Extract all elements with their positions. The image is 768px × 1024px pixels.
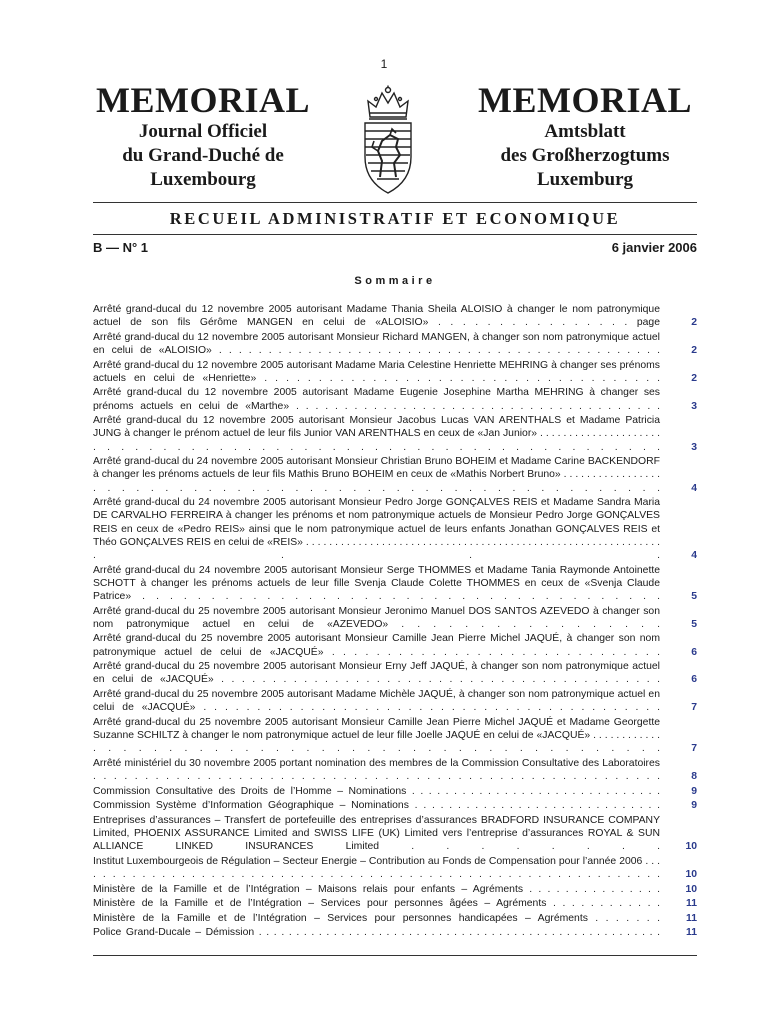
toc-entry[interactable] xyxy=(93,564,697,604)
bottom-divider xyxy=(93,955,697,956)
toc-entry-text: Commission Consultative des Droits de l’Homme – Nominations . . . . . . . . . . . . . . . . . . . . . . . . . . . . . . xyxy=(93,785,660,797)
toc-entry-text: Arrêté grand-ducal du 12 novembre 2005 autorisant Madame Maria Celestine Henriette MEHRING à changer ses prénoms actuels en celui de «Henriette» . . . . . . . . . . . . . . . . . . . . . . . . . . . . . . . . . . . . . xyxy=(93,359,660,384)
toc-entry-text: Arrêté grand-ducal du 12 novembre 2005 autorisant Monsieur Jacobus Lucas VAN ARENTHALS et Madame Patricia JUNG à changer le prénom actuel de leur fils Junior VAN ARENTHALS en ceux de «Jan Junior» . . . . . . . . . . . . . . . . . . . . . . . . . . . . . . . . . . . . . . . . . . . . . . . . . . . . . . . . . . . . . . xyxy=(93,415,660,453)
page-number: 1 xyxy=(380,57,388,71)
toc-entry[interactable] xyxy=(93,897,697,910)
toc-entry[interactable] xyxy=(93,632,697,658)
issue-date: 6 janvier 2006 xyxy=(611,240,697,255)
toc-entry-text: Institut Luxembourgeois de Régulation – Secteur Energie – Contribution au Fonds de Compensation pour l’année 2006 . . . . . . . . . . . . . . . . . . . . . . . . . . . . . . . . . . . . . . . . . . . . . . . . . . . . . . . . . . . . . xyxy=(93,855,660,880)
masthead-right xyxy=(470,80,700,192)
toc-entry[interactable] xyxy=(93,757,697,783)
toc-entry-text: Arrêté ministériel du 30 novembre 2005 portant nomination des membres de la Commission Consultative des Laboratoires . . . . . . . . . . . . . . . . . . . . . . . . . . . . . . . . . . . . . . . . . . . . . . . . . . . . . . . xyxy=(93,757,660,782)
toc-entry-page-link[interactable]: 2 xyxy=(691,345,697,356)
toc-entry-page-link[interactable]: 2 xyxy=(691,372,697,384)
toc-entry-text: Police Grand-Ducale – Démission . . . . . . . . . . . . . . . . . . . . . . . . . . . . . . . . . . . . . . . . . . . . . . . . . . . . . . xyxy=(93,927,660,939)
toc-entry-text: Arrêté grand-ducal du 25 novembre 2005 autorisant Monsieur Jeronimo Manuel DOS SANTOS AZEVEDO à changer son nom patronymique actuel en celui de «AZEVEDO» . . . . . . . . . . . . . . . . . xyxy=(93,605,660,630)
toc-entry[interactable] xyxy=(93,496,697,562)
toc-entry-text: Arrêté grand-ducal du 24 novembre 2005 autorisant Monsieur Pedro Jorge GONÇALVES REIS et Madame Sandra Maria DE CARVALHO FERREIRA à changer les prénoms et nom patronymique actuels de Monsieur Pedro Jorge GONÇALVES REIS en ceux de «Pedro REIS» ainsi que le nom patronymique actuel de leurs enfants Jonathan GONÇALVES REIS et Théo GONÇALVES REIS en celui de «REIS» . . . . . . . . . . . . . . . . . . . . . . . . . . . . . . . . . . . . . . . . . . . . . . . . . . . . . . . . . . . . . . . . . xyxy=(93,497,660,561)
toc-entry-text: Arrêté grand-ducal du 12 novembre 2005 autorisant Madame Eugenie Josephine Martha MEHRING à changer ses prénoms actuels en celui de «Marthe» . . . . . . . . . . . . . . . . . . . . . . . . . . . . . . . . . . . . . . xyxy=(93,387,660,412)
masthead-left-line2: du Grand-Duché de xyxy=(122,145,284,166)
toc-entry-page-link[interactable]: 4 xyxy=(691,482,697,494)
toc-entry-page-link[interactable]: 3 xyxy=(691,400,697,412)
toc-entry[interactable] xyxy=(93,605,697,631)
toc-entry[interactable] xyxy=(93,814,697,854)
toc-entry-page-link[interactable]: 2 xyxy=(691,317,697,329)
toc-entry-page-link[interactable]: 11 xyxy=(686,912,697,924)
masthead-left-title: MEMORIAL xyxy=(96,80,310,120)
toc-entry[interactable] xyxy=(93,386,697,412)
masthead-right-line1: Amtsblatt xyxy=(544,121,626,142)
toc-entry-page-link[interactable]: 5 xyxy=(691,618,697,630)
toc-entry-text: Arrêté grand-ducal du 25 novembre 2005 autorisant Monsieur Erny Jeff JAQUÉ, à changer son nom patronymique actuel en celui de «JACQUÉ» . . . . . . . . . . . . . . . . . . . . . . . . . . . . . . . . . . . . . . . . . . . xyxy=(93,661,660,686)
toc-entry[interactable] xyxy=(93,688,697,714)
toc-entry-text: Entreprises d’assurances – Transfert de portefeuille des entreprises d’assurances BRADFORD INSURANCE COMPANY Limited, PHOENIX ASSURANCE Limited and SWISS LIFE (UK) Limited vers l’entreprise d’assurances ROYAL & SUN ALLIANCE LINKED INSURANCES Limited . . . . . . . . xyxy=(93,814,660,853)
toc-entry-text: Arrêté grand-ducal du 25 novembre 2005 autorisant Madame Michèle JAQUÉ, à changer son nom patronymique actuel en celui de «JACQUÉ» . . . . . . . . . . . . . . . . . . . . . . . . . . . . . . . . . . . . . . . . . . . xyxy=(93,688,660,714)
toc-entry-text: Arrêté grand-ducal du 24 novembre 2005 autorisant Monsieur Serge THOMMES et Madame Tania Raymonde Antoinette SCHOTT à changer les prénoms actuels de leur fille Svenja Claude Colette THOMMES en ceux de «Svenja Claude Patrice» . . . . . . . . . . . . . . . . . . . . . . . . . . . . . . . . . . . . . . xyxy=(93,564,660,602)
toc-entry-page-link[interactable]: 9 xyxy=(691,785,697,797)
masthead-right-line2: des Großherzogtums xyxy=(500,145,670,166)
masthead-left xyxy=(88,80,318,192)
toc-entry[interactable] xyxy=(93,455,697,495)
toc-entry-text: Arrêté grand-ducal du 25 novembre 2005 autorisant Monsieur Camille Jean Pierre Michel JAQUÉ et Madame Georgette Suzanne SCHILTZ à changer le nom patronymique actuel de leur fille Joelle JAQUÉ en celui de «JACQUÉ» . . . . . . . . . . . . . . . . . . . . . . . . . . . . . . . . . . . . . . . . . . . . . . . . . . xyxy=(93,716,660,755)
toc-entry[interactable] xyxy=(93,799,697,812)
toc-entry-page-link[interactable]: 3 xyxy=(691,441,697,453)
toc-entry-page-link[interactable]: 4 xyxy=(691,550,697,561)
toc-entry-page-link[interactable]: 10 xyxy=(685,883,697,895)
toc-entry[interactable] xyxy=(93,855,697,881)
toc-entry-page-link[interactable]: 11 xyxy=(686,927,697,939)
issue-number: B — N° 1 xyxy=(93,240,149,255)
toc-entry-text: Arrêté grand-ducal du 24 novembre 2005 autorisant Monsieur Christian Bruno BOHEIM et Madame Carine BACKENDORF à changer les prénoms actuels de leur fils Mathis Bruno BOHEIM en ceux de «Mathis Norbert Bruno» . . . . . . . . . . . . . . . . . . . . . . . . . . . . . . . . . . . . . . . . . . . . . . . . . . . . . . . . . xyxy=(93,456,660,494)
toc-entry-page-link[interactable]: 5 xyxy=(691,591,697,602)
toc-entry-page-link[interactable]: 8 xyxy=(691,770,697,782)
sommaire-heading: Sommaire xyxy=(354,275,436,287)
toc-entry-text: Commission Système d’Information Géographique – Nominations . . . . . . . . . . . . . . . . . . . . . . . . . . . . . xyxy=(93,800,660,812)
toc-entry[interactable] xyxy=(93,716,697,756)
toc-entry-page-link[interactable]: 10 xyxy=(685,868,697,880)
masthead-left-line3: Luxembourg xyxy=(150,169,256,190)
toc-entry[interactable] xyxy=(93,331,697,357)
toc-entry[interactable] xyxy=(93,912,697,925)
table-of-contents xyxy=(93,303,697,941)
toc-entry-text: Arrêté grand-ducal du 12 novembre 2005 autorisant Madame Thania Sheila ALOISIO à changer le nom patronymique actuel de son fils Gérôme MANGEN en celui de «ALOISIO» . . . . . . . . . . . . . . . . page xyxy=(93,304,660,329)
top-divider xyxy=(93,202,697,203)
masthead-right-title: MEMORIAL xyxy=(478,80,692,120)
toc-entry-text: Ministère de la Famille et de l’Intégration – Services pour personnes âgées – Agréments . . . . . . . . . . . . xyxy=(93,898,660,910)
toc-entry-text: Ministère de la Famille et de l’Intégration – Services pour personnes handicapées – Agréments . . . . . . . xyxy=(93,912,660,924)
toc-entry[interactable] xyxy=(93,883,697,896)
toc-entry-text: Arrêté grand-ducal du 25 novembre 2005 autorisant Monsieur Camille Jean Pierre Michel JAQUÉ, à changer son nom patronymique actuel de celui de «JACQUÉ» . . . . . . . . . . . . . . . . . . . . . . . . . . . . . . xyxy=(93,633,660,658)
masthead-left-line1: Journal Officiel xyxy=(138,121,268,142)
middle-divider xyxy=(93,234,697,235)
toc-entry[interactable] xyxy=(93,414,697,454)
masthead-right-line3: Luxemburg xyxy=(536,169,634,190)
toc-entry-page-link[interactable]: 7 xyxy=(691,702,697,714)
toc-entry[interactable] xyxy=(93,660,697,686)
luxembourg-coat-of-arms-icon xyxy=(356,85,420,197)
toc-entry[interactable] xyxy=(93,926,697,939)
toc-entry-page-link[interactable]: 11 xyxy=(686,898,697,910)
toc-entry-page-link[interactable]: 10 xyxy=(685,841,697,853)
toc-entry-text: Arrêté grand-ducal du 12 novembre 2005 autorisant Monsieur Richard MANGEN, à changer son nom patronymique actuel en celui de «ALOISIO» . . . . . . . . . . . . . . . . . . . . . . . . . . . . . . . . . . . . . . . . . . . . . xyxy=(93,331,660,356)
toc-entry[interactable] xyxy=(93,303,697,329)
toc-entry[interactable] xyxy=(93,359,697,385)
toc-entry-page-link[interactable]: 6 xyxy=(691,646,697,658)
toc-entry-page-link[interactable]: 9 xyxy=(691,800,697,812)
toc-entry-page-link[interactable]: 7 xyxy=(691,743,697,755)
toc-entry-text: Ministère de la Famille et de l’Intégration – Maisons relais pour enfants – Agréments . . . . . . . . . . . . . . . xyxy=(93,883,660,895)
section-title: RECUEIL ADMINISTRATIF ET ECONOMIQUE xyxy=(169,209,621,228)
toc-entry[interactable] xyxy=(93,785,697,798)
toc-entry-page-link[interactable]: 6 xyxy=(691,674,697,686)
